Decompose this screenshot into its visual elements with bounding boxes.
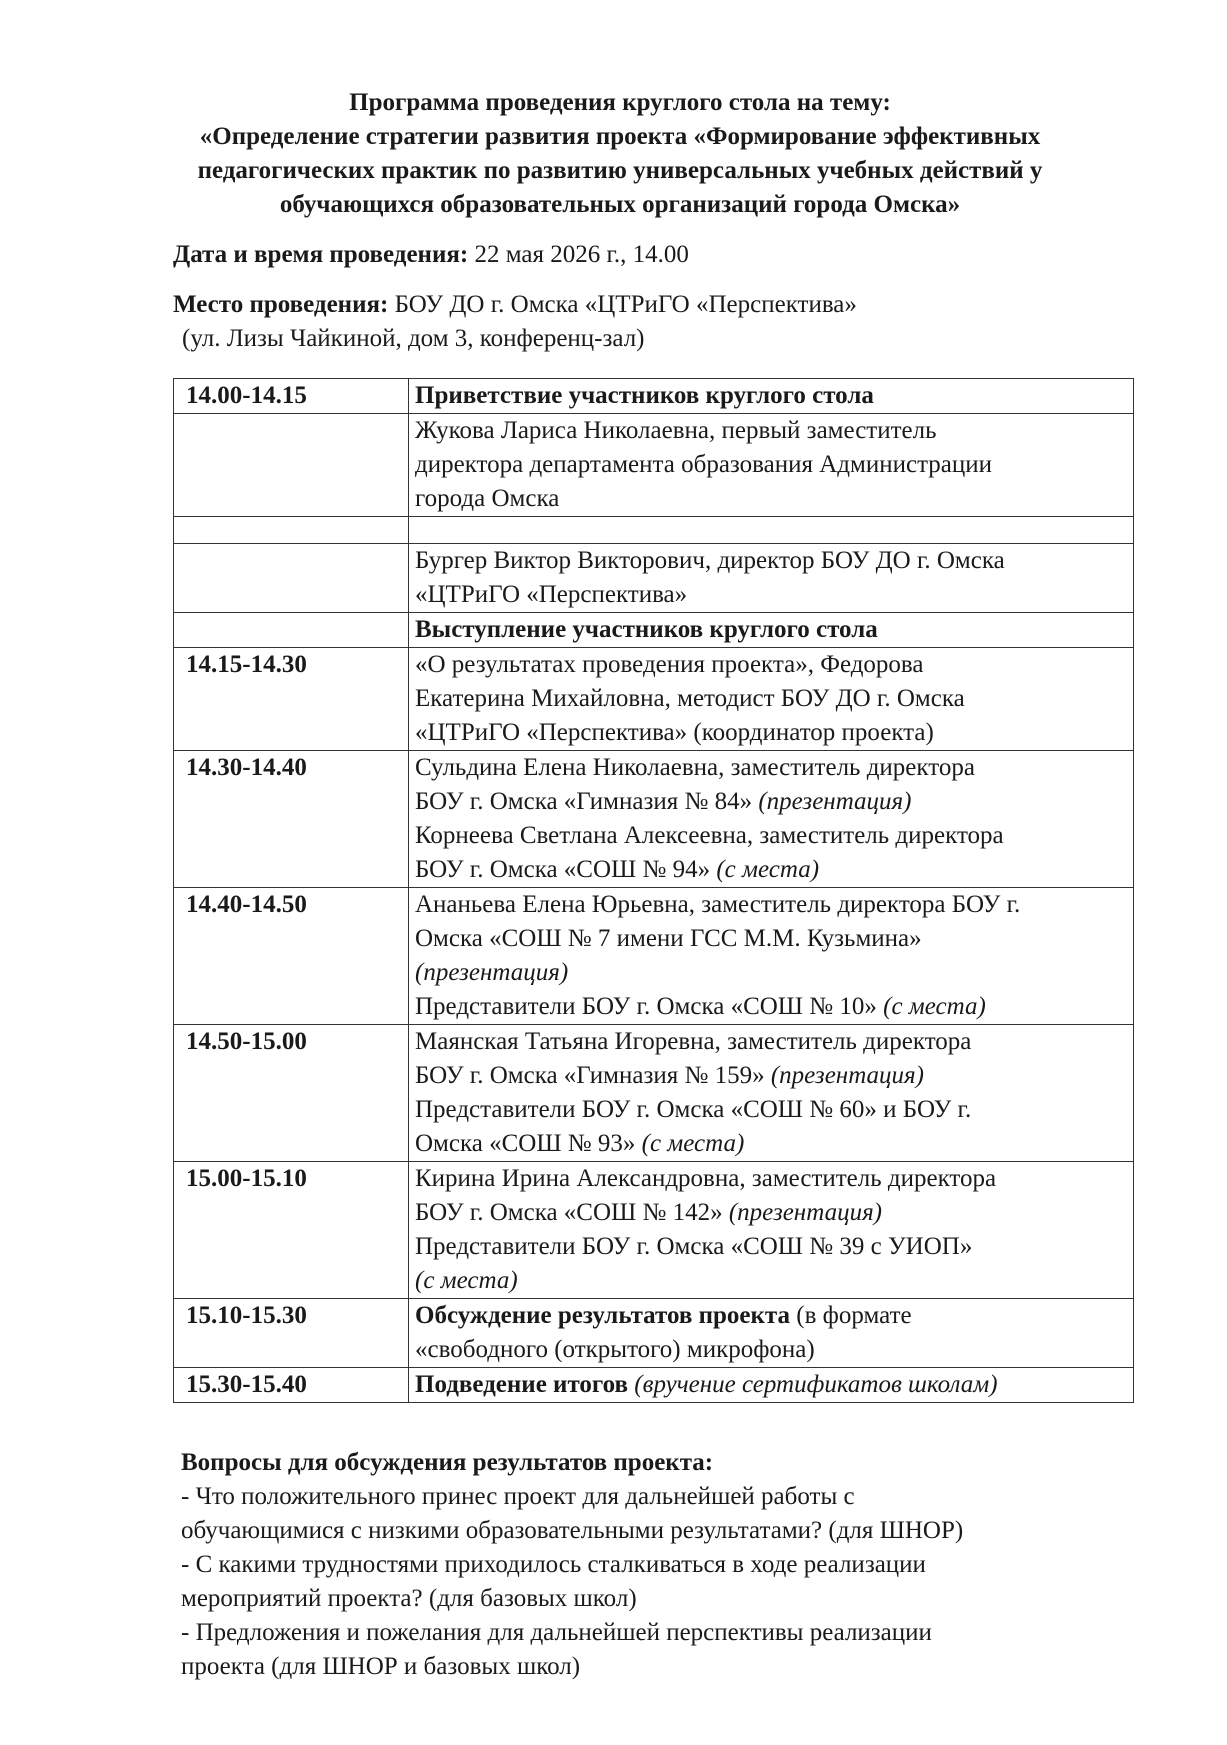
title-line: обучающихся образовательных организаций города Омска» [279,191,961,218]
schedule-line [415,1162,1127,1196]
schedule-line: «ЦТРиГО «Перспектива» (координатор проекта) [415,719,934,746]
title-line: «Определение стратегии развития проекта «Формирование эффективных [199,123,1041,150]
schedule-content [409,888,1134,1025]
schedule-time: 14.30-14.40 [174,751,409,888]
schedule-line-italic: (с места) [883,993,986,1020]
schedule-content [409,613,1134,648]
schedule-line [415,956,1127,990]
schedule-row [174,613,1134,648]
question-line: - С какими трудностями приходилось сталкиваться в ходе реализации [181,1551,926,1578]
schedule-line: директора департамента образования Администрации [415,451,993,478]
schedule-row [174,1162,1134,1299]
date-value: 22 мая 2026 г., 14.00 [468,241,689,268]
schedule-line-italic: (вручение сертификатов школам) [634,1371,998,1398]
schedule-line-italic: (с места) [716,856,820,883]
schedule-row [174,544,1134,613]
schedule-line [415,1230,1127,1264]
schedule-line [415,990,1127,1024]
schedule-line-italic: (презентация) [770,1062,924,1089]
schedule-row [174,1368,1134,1403]
schedule-content [409,544,1134,613]
schedule-line-text: (в формате [790,1302,912,1329]
schedule-line: города Омска [415,485,560,512]
schedule-line [415,853,1127,887]
question-line: - Предложения и пожелания для дальнейшей перспективы реализации [181,1619,932,1646]
schedule-content [409,1162,1134,1299]
schedule-line-italic: (презентация) [758,788,912,815]
schedule-line-text: Представители БОУ г. Омска «СОШ № 60» и БОУ г. [415,1096,972,1123]
title-line: педагогических практик по развитию универсальных учебных действий у [197,157,1043,184]
schedule-section-heading: Выступление участников круглого стола [415,616,878,643]
schedule-line-italic: (презентация) [728,1199,883,1226]
schedule-line-text: Омска «СОШ № 7 имени ГСС М.М. Кузьмина» [415,925,922,952]
schedule-content [409,379,1134,414]
schedule-row [174,414,1134,517]
schedule-line-italic: (презентация) [415,959,569,986]
schedule-time: 14.15-14.30 [174,648,409,751]
question-line: проекта (для ШНОР и базовых школ) [181,1653,581,1680]
schedule-line-text: Ананьева Елена Юрьевна, заместитель директора БОУ г. [415,891,1021,918]
schedule-line: Бургер Виктор Викторович, директор БОУ ДО г. Омска [415,547,1005,574]
schedule-line [415,922,1127,956]
schedule-line [415,888,1127,922]
schedule-row [174,379,1134,414]
schedule-time: 15.10-15.30 [174,1299,409,1368]
place-address: (ул. Лизы Чайкиной, дом 3, конференц-зал) [182,325,645,352]
date-label: Дата и время проведения: [173,241,469,268]
schedule-line [415,1264,1127,1298]
schedule-line: Жукова Лариса Николаевна, первый заместитель [415,417,937,444]
schedule-row [174,517,1134,544]
schedule-table [173,378,1134,1403]
schedule-line [415,1059,1127,1093]
schedule-section-heading: Приветствие участников круглого стола [415,382,874,409]
schedule-line-text: БОУ г. Омска «Гимназия № 159» [415,1062,771,1089]
schedule-time: 14.00-14.15 [174,379,409,414]
schedule-content [409,1368,1134,1403]
schedule-line-text: Маянская Татьяна Игоревна, заместитель директора [415,1028,972,1055]
schedule-content [409,648,1134,751]
schedule-row [174,888,1134,1025]
schedule-line-text: «свободного (открытого) микрофона) [415,1336,815,1363]
schedule-line-text: Сульдина Елена Николаевна, заместитель директора [415,754,975,781]
schedule-line-text: Кирина Ирина Александровна, заместитель директора [415,1165,997,1192]
schedule-time: 15.30-15.40 [174,1368,409,1403]
schedule-row [174,1299,1134,1368]
schedule-line-text: Омска «СОШ № 93» [415,1130,642,1157]
place-value: БОУ ДО г. Омска «ЦТРиГО «Перспектива» [388,291,857,318]
schedule-line: «ЦТРиГО «Перспектива» [415,581,688,608]
event-date [173,238,689,272]
question-line: - Что положительного принес проект для дальнейшей работы с [181,1483,855,1510]
schedule-line [415,785,1127,819]
schedule-line-italic: (с места) [415,1267,518,1294]
schedule-content [409,414,1134,517]
schedule-time: 14.40-14.50 [174,888,409,1025]
schedule-line-italic: (с места) [641,1130,745,1157]
discussion-questions [181,1446,1141,1684]
schedule-line [415,1127,1127,1161]
schedule-line [415,1299,1127,1333]
schedule-content [409,751,1134,888]
schedule-line [415,1333,1127,1367]
place-label: Место проведения: [173,291,389,318]
schedule-content [409,1299,1134,1368]
schedule-row [174,751,1134,888]
question-line: обучающимися с низкими образовательными результатами? (для ШНОР) [181,1517,964,1544]
schedule-line-text: БОУ г. Омска «Гимназия № 84» [415,788,759,815]
question-line: мероприятий проекта? (для базовых школ) [181,1585,637,1612]
schedule-time: 14.50-15.00 [174,1025,409,1162]
schedule-row [174,648,1134,751]
schedule-line-text: БОУ г. Омска «СОШ № 142» [415,1199,729,1226]
schedule-line-text: Представители БОУ г. Омска «СОШ № 10» [415,993,884,1020]
schedule-time: 15.00-15.10 [174,1162,409,1299]
schedule-line-bold: Подведение итогов [415,1371,629,1398]
schedule-row [174,1025,1134,1162]
schedule-line [415,751,1127,785]
schedule-content [409,1025,1134,1162]
schedule-time [174,517,409,544]
schedule-line-text: БОУ г. Омска «СОШ № 94» [415,856,717,883]
schedule-line-text: Представители БОУ г. Омска «СОШ № 39 с УИОП» [415,1233,973,1260]
schedule-line: Екатерина Михайловна, методист БОУ ДО г. Омска [415,685,965,712]
title-line: Программа проведения круглого стола на тему: [349,89,891,116]
schedule-line [415,819,1127,853]
schedule-time [174,544,409,613]
document-title [150,86,1090,222]
event-place [173,288,857,322]
questions-heading: Вопросы для обсуждения результатов проекта: [181,1449,714,1476]
schedule-line [415,1368,1127,1402]
schedule-content [409,517,1134,544]
schedule-line [415,1025,1127,1059]
schedule-line [415,1093,1127,1127]
schedule-line-text: Корнеева Светлана Алексеевна, заместитель директора [415,822,1004,849]
schedule-time [174,414,409,517]
schedule-line: «О результатах проведения проекта», Федорова [415,651,924,678]
schedule-time [174,613,409,648]
schedule-line [415,1196,1127,1230]
schedule-line-bold: Обсуждение результатов проекта [415,1302,791,1329]
